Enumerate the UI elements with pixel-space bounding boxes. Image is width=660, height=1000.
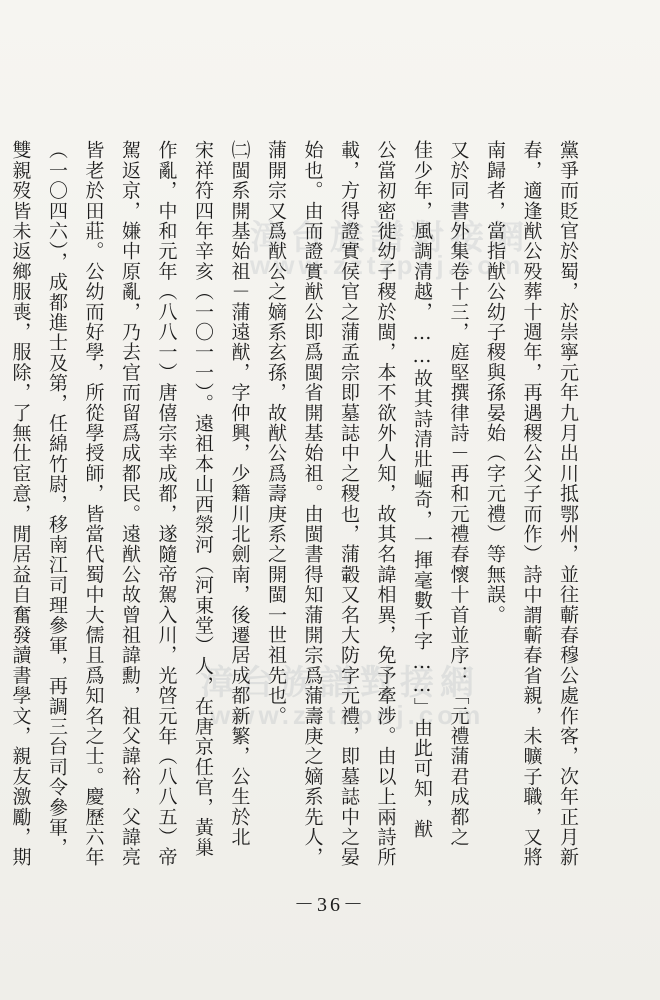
text-column: 南歸者，當指猷公幼子稷與孫晏始（字元禮）等無誤。 — [484, 140, 506, 625]
text-column: 作亂，中和元年（八八一）唐僖宗幸成都，遂隨帝駕入川，光啓元年（八八五）帝 — [155, 140, 178, 868]
text-column: 雙親歿皆未返鄉服喪，服除，了無仕宦意，閒居益自奮發讀書學文，親友激勵，期 — [9, 140, 32, 868]
text-column: 黨爭而貶官於蜀，於崇寧元年九月出川抵鄂州，並往蘄春穆公處作客，次年正月新 — [557, 140, 579, 868]
watermark-url: www.zztzpdj.com — [250, 250, 525, 280]
text-column: 皆老於田莊。公幼而好學，所從學授師，皆當代蜀中大儒且爲知名之士。慶歷六年 — [82, 140, 105, 868]
text-column: 春，適逢猷公殁葬十週年，再遇稷公父子而作）詩中謂蘄春省親，未曠子職，又將 — [520, 140, 543, 868]
text-column: 佳少年，風調清越，……故其詩清壯崛奇，一揮毫數千字……」由此可知，猷 — [411, 140, 433, 839]
text-column: 駕返京，嫌中原亂，乃去官而留爲成都民。遠猷公故曾祖諱勳，祖父諱裕，父諱亮 — [119, 140, 141, 868]
body-text — [2, 140, 586, 868]
watermark-title-lower: 漳台族譜對接網 — [200, 664, 480, 702]
text-column: 公當初密徙幼子稷於閩，本不欲外人知，故其名諱相異，免予牽涉。由以上兩詩所 — [374, 140, 397, 868]
text-column: 蒲開宗又爲猷公之嫡系玄孫，故猷公爲壽庚系之開閩一世祖先也。 — [265, 140, 287, 726]
text-column: 始也。由而證實猷公即爲閩省開基始祖。由閩書得知蒲開宗爲蒲壽庚之嫡系先人， — [301, 140, 324, 868]
text-column: （一〇四六），成都進士及第，任綿竹尉，移南江司理參軍，再調三台司令參軍， — [46, 140, 68, 858]
text-column: ㈡閩系開基始祖－蒲遠猷，字仲興，少籍川北劍南，後遷居成都新繁，公生於北 — [228, 140, 251, 847]
watermark-title: 漳台族譜對接網 — [250, 219, 530, 257]
watermark-url-lower: www.zztzpdj.com — [210, 700, 485, 730]
text-column: 宋祥符四年辛亥（一〇一一）。遠祖本山西滎河（河東堂）人，在唐京任官，黃巢 — [192, 140, 214, 858]
page-number: －36－ — [294, 894, 366, 916]
text-column: 又於同書外集卷十三，庭堅撰律詩－再和元禮春懷十首並序：「元禮蒲君成都之 — [447, 140, 470, 847]
text-column: 載，方得證實侯官之蒲孟宗即墓誌中之稷也，蒲轂又名大防字元禮，即墓誌中之晏 — [338, 140, 360, 868]
